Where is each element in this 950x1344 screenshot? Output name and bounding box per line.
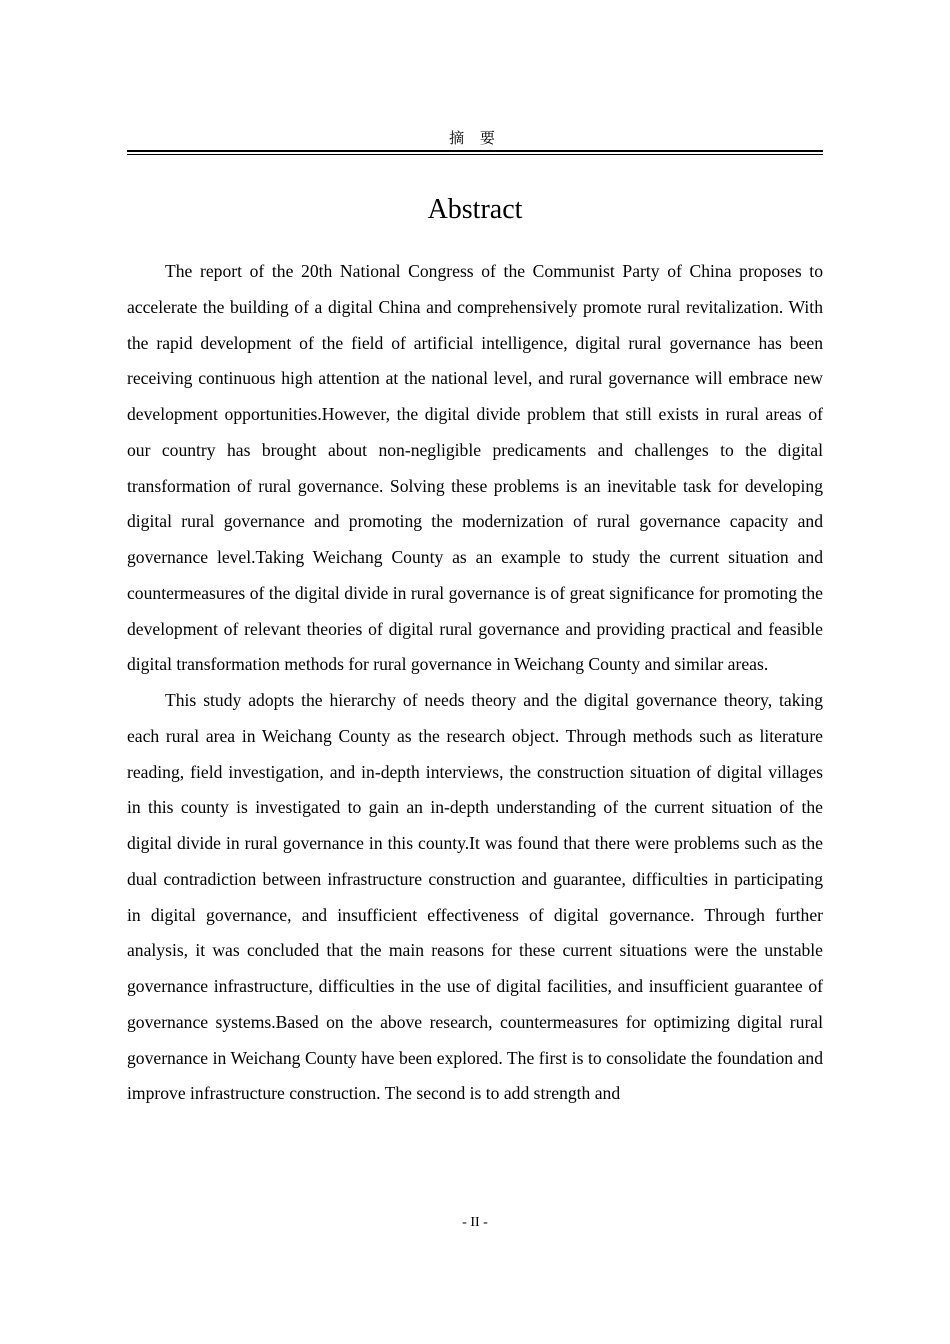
page-number: - II - <box>462 1215 488 1230</box>
header-rule-thin <box>127 154 823 155</box>
abstract-paragraph-2: This study adopts the hierarchy of needs theory and the digital governance theory, taking each rural area in Weichang County as the research object. Through methods such as literature reading, field investigation, and in-depth interviews, the construction situation of digital villages in this county is investigated to gain an in-depth understanding of the current situation of the digital divide in rural governance in this county.It was found that there were problems such as the dual contradiction between infrastructure construction and guarantee, difficulties in participating in digital governance, and insufficient effectiveness of digital governance. Through further analysis, it was concluded that the main reasons for these current situations were the unstable governance infrastructure, difficulties in the use of digital facilities, and insufficient guarantee of governance systems.Based on the above research, countermeasures for optimizing digital rural governance in Weichang County have been explored. The first is to consolidate the foundation and improve infrastructure construction. The second is to add strength and <box>127 690 823 1104</box>
abstract-paragraph-1: The report of the 20th National Congress of the Communist Party of China proposes to accelerate the building of a digital China and comprehensively promote rural revitalization. With the rapid development of the field of artificial intelligence, digital rural governance has been receiving continuous high attention at the national level, and rural governance will embrace new development opportunities.However, the digital divide problem that still exists in rural areas of our country has brought about non-negligible predicaments and challenges to the digital transformation of rural governance. Solving these problems is an inevitable task for developing digital rural governance and promoting the modernization of rural governance capacity and governance level.Taking Weichang County as an example to study the current situation and countermeasures of the digital divide in rural governance is of great significance for promoting the development of relevant theories of digital rural governance and providing practical and feasible digital transformation methods for rural governance in Weichang County and similar areas. <box>127 261 823 675</box>
running-header: 摘 要 <box>449 131 501 147</box>
page-title: Abstract <box>427 194 523 225</box>
header-rule-thick <box>127 150 823 152</box>
abstract-body <box>127 254 823 1112</box>
